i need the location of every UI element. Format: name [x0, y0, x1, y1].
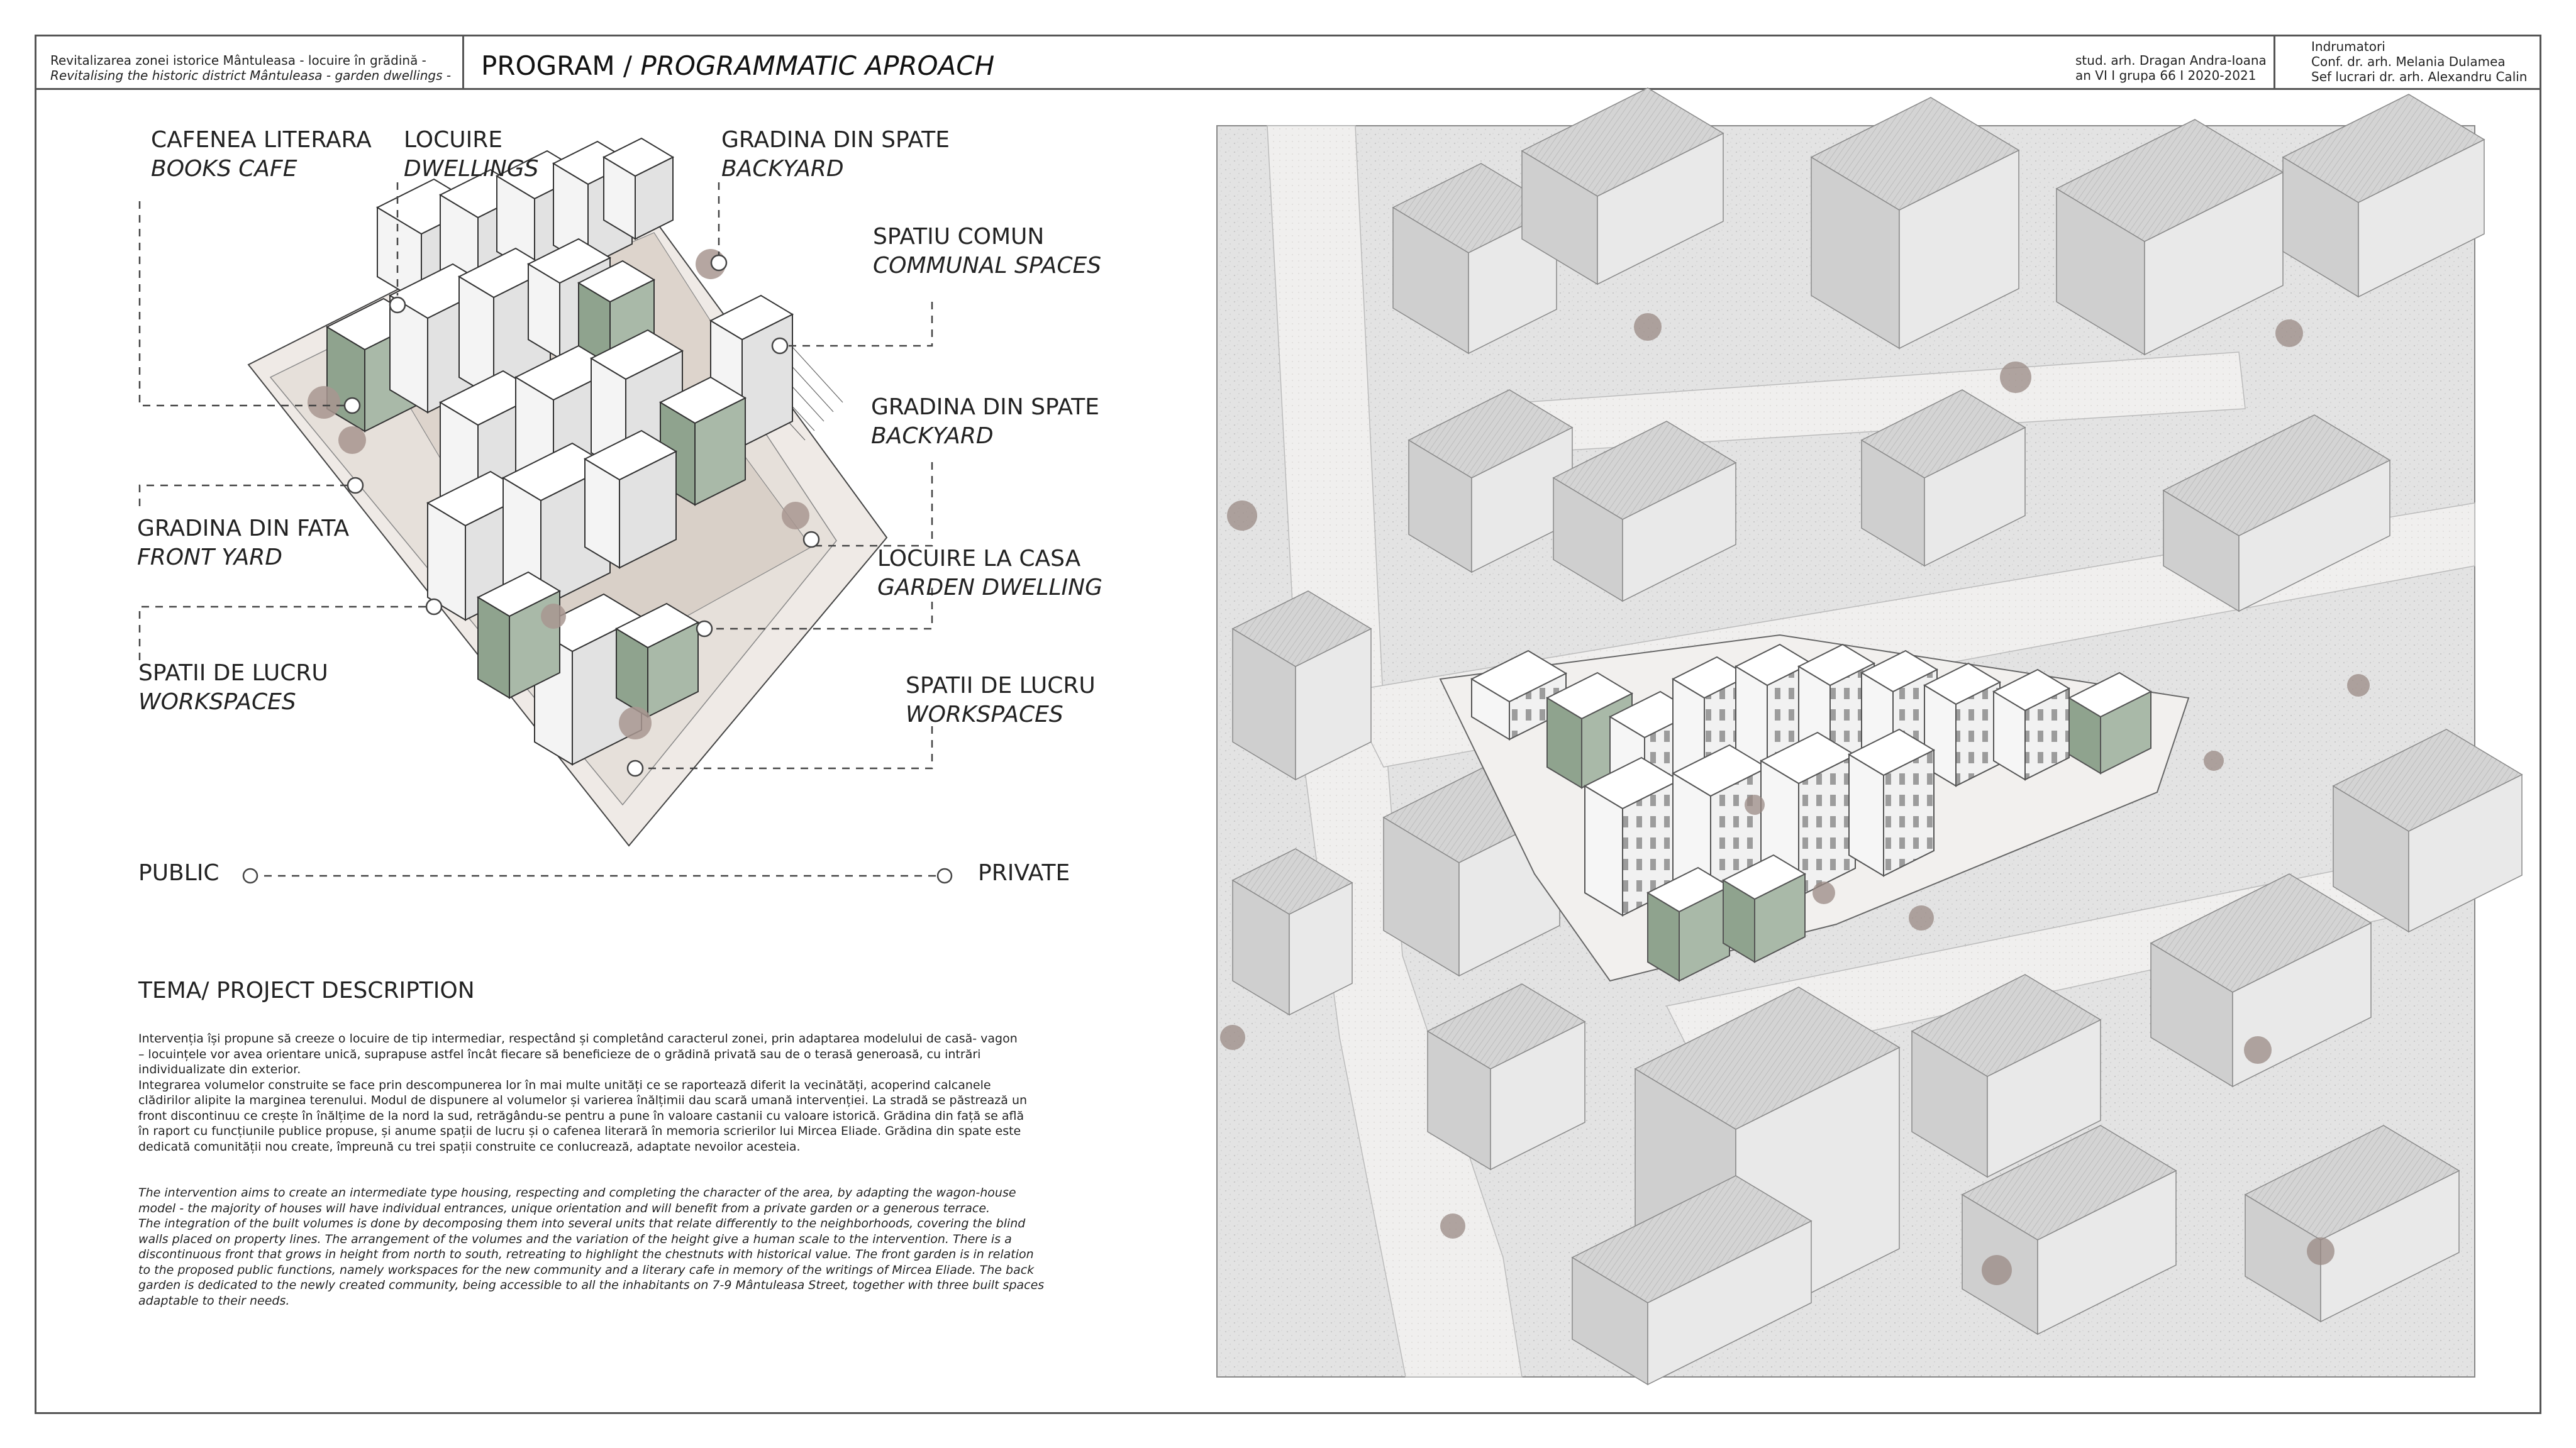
description-en-line: The intervention aims to create an intermediate type housing, respecting and completing the character of the area, by adapting the wagon-house [138, 1186, 1016, 1200]
label-dwellings [404, 126, 538, 184]
tutors-label: Indrumatori [2311, 39, 2385, 54]
label-ro: LOCUIRE LA CASA [877, 546, 1081, 572]
label-en: BOOKS CAFE [151, 156, 297, 182]
scale-public-label: PUBLIC [138, 860, 219, 886]
label-workspaces-right [906, 671, 1096, 729]
student-name: stud. arh. Dragan Andra-Ioana [2075, 53, 2267, 68]
label-ro: CAFENEA LITERARA [151, 127, 372, 153]
label-en: WORKSPACES [906, 702, 1063, 727]
description-title: TEMA/ PROJECT DESCRIPTION [138, 978, 475, 1003]
description-en-line: walls placed on property lines. The arrangement of the volumes and the variation of the height give a human scale to the intervention. There is a [138, 1232, 1012, 1246]
aerial-site-map [1217, 88, 2522, 1384]
label-en: FRONT YARD [137, 544, 282, 570]
label-ro: GRADINA DIN SPATE [871, 394, 1099, 420]
label-ro: LOCUIRE [404, 127, 502, 153]
label-ro: SPATII DE LUCRU [138, 660, 328, 686]
description-ro-line: front discontinuu ce crește în înălțime de la nord la sud, retrăgându-se pentru a pune în valoare castanii cu valoare istorică. Grădina din față se află [138, 1108, 1024, 1123]
label-garden-dwelling [877, 544, 1102, 602]
label-ro: SPATII DE LUCRU [906, 673, 1096, 699]
description-ro-line: – locuințele vor avea orientare unică, suprapuse astfel încât fiecare să beneficieze de o grădină privată sau de o terasă generoasă, cu intrări [138, 1047, 981, 1061]
project-title-ro: Revitalizarea zonei istorice Mântuleasa - locuire în grădină - [50, 53, 426, 68]
label-en: DWELLINGS [404, 156, 539, 182]
description-ro-line: individualizate din exterior. [138, 1063, 301, 1076]
tutor-2: Sef lucrari dr. arh. Alexandru Calin [2311, 69, 2528, 84]
label-backyard-top [721, 126, 950, 184]
description-ro [138, 1031, 1082, 1154]
tutor-1: Conf. dr. arh. Melania Dulamea [2311, 54, 2506, 69]
year-group: an VI I grupa 66 I 2020-2021 [2075, 68, 2257, 83]
scale-private-label: PRIVATE [978, 860, 1070, 886]
label-en: BACKYARD [721, 156, 844, 182]
label-front-yard [137, 514, 349, 572]
axonometric-diagram [248, 138, 887, 846]
project-title-en: Revitalising the historic district Mântuleasa - garden dwellings - [50, 68, 452, 83]
label-backyard-right [871, 393, 1099, 451]
label-en: WORKSPACES [138, 689, 296, 715]
label-en: COMMUNAL SPACES [873, 253, 1102, 279]
sheet-title-main: PROGRAM / [481, 50, 641, 81]
description-en-line: to the proposed public functions, namely workspaces for the new community and a literary cafe in memory of the writings of Mircea Eliade. The back [138, 1263, 1035, 1277]
sheet-title-italic: PROGRAMMATIC APROACH [640, 50, 995, 81]
description-en-line: discontinuous front that grows in height from north to south, retreating to highlight the chestnuts with historical value. The front garden is in relation [138, 1247, 1034, 1261]
description-ro-line: clădirilor alipite la marginea terenului. Modul de dispunere al volumelor și varierea înălțimii dau scară umană intervenției. La stradă se păstrează un [138, 1093, 1028, 1107]
label-workspaces-left [138, 659, 328, 717]
description-en-line: garden is dedicated to the newly created community, being accessible to all the inhabitants on 7-9 Mântuleasa Street, together with three built spaces [138, 1278, 1045, 1292]
description-ro-line: Integrarea volumelor construite se face prin descompunerea lor în mai multe unități ce se raportează diferit la vecinătăți, acoperind calcanele [138, 1078, 991, 1092]
description-ro-line: dedicată comunității nou create, împreună cu trei spații construite ce conlucrează, adaptate nevoilor acesteia. [138, 1139, 801, 1154]
description-ro-line: Intervenția își propune să creeze o locuire de tip intermediar, respectând și completând caracterul zonei, prin adaptarea modelului de casă- vagon [138, 1032, 1018, 1046]
label-ro: GRADINA DIN FATA [137, 516, 350, 541]
label-en: GARDEN DWELLING [877, 575, 1102, 600]
label-communal-spaces [873, 223, 1101, 280]
description-en-line: model - the majority of houses will have individual entrances, unique orientation and will benefit from a private garden or a generous terrace. [138, 1201, 991, 1215]
label-en: BACKYARD [871, 423, 994, 449]
description-en [138, 1185, 1082, 1308]
label-ro: SPATIU COMUN [873, 224, 1045, 250]
description-ro-line: în raport cu funcțiunile publice propuse, și anume spații de lucru și o cafenea literară în memoria scrierilor lui Mircea Eliade. Grădina din spate este [138, 1124, 1021, 1138]
description-en-line: The integration of the built volumes is done by decomposing them into several units that relate differently to the neighborhoods, covering the blind [138, 1217, 1026, 1230]
label-ro: GRADINA DIN SPATE [721, 127, 950, 153]
description-en-line: adaptable to their needs. [138, 1293, 290, 1308]
label-books-cafe [151, 126, 372, 184]
